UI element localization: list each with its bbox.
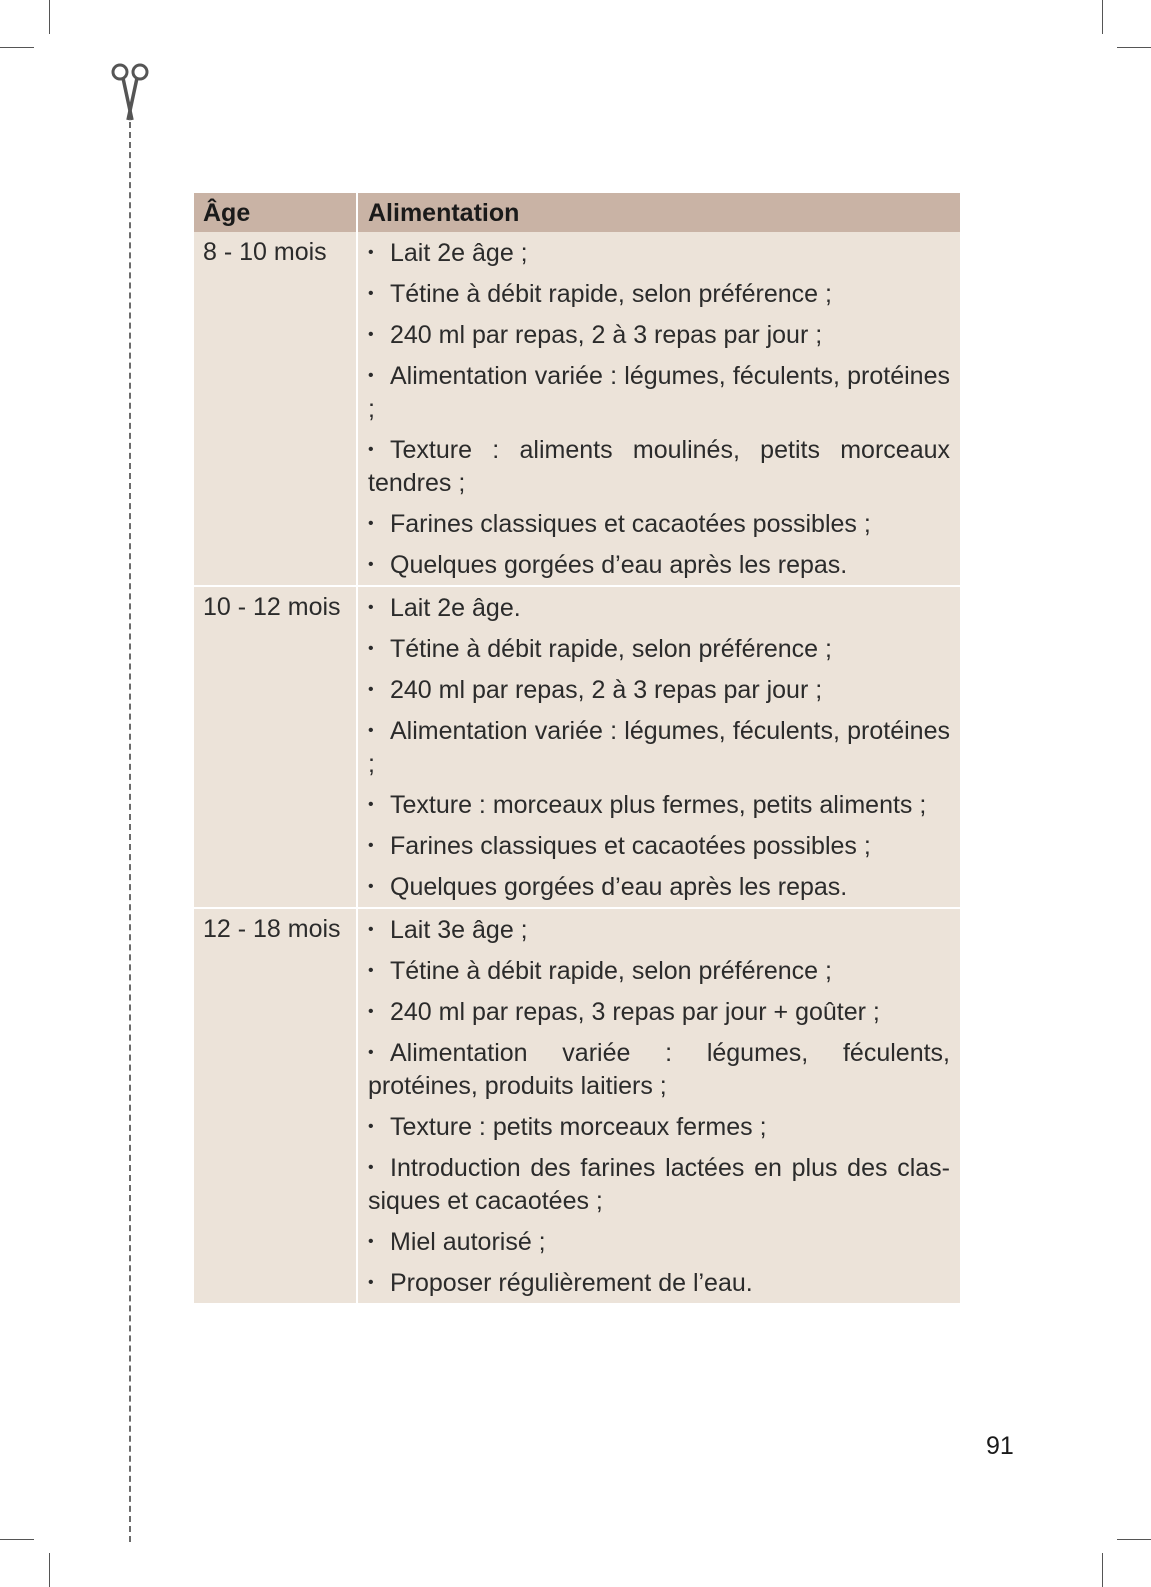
bullet-icon: • — [368, 1274, 374, 1291]
bullet-icon: • — [368, 681, 374, 698]
list-item — [368, 829, 950, 863]
bullet-icon: • — [368, 837, 374, 854]
bullet-icon: • — [368, 921, 374, 938]
age-cell: 10 - 12 mois — [194, 587, 358, 907]
bullet-icon: • — [368, 1233, 374, 1250]
list-item — [368, 788, 950, 822]
list-item-text: 240 ml par repas, 2 à 3 repas par jour ; — [390, 321, 823, 349]
list-item — [368, 236, 950, 270]
header-age: Âge — [194, 193, 358, 232]
crop-mark — [1102, 0, 1103, 34]
bullet-icon: • — [368, 441, 374, 458]
list-item-text: 240 ml par repas, 3 repas par jour + goûter ; — [390, 998, 880, 1026]
list-item-text: Alimentation variée : légumes, féculents, protéines ; — [368, 717, 950, 778]
bullet-icon: • — [368, 556, 374, 573]
list-item-text: Tétine à débit rapide, selon préférence ; — [390, 280, 832, 308]
bullet-icon: • — [368, 722, 374, 739]
bullet-icon: • — [368, 796, 374, 813]
bullet-icon: • — [368, 515, 374, 532]
list-item-text: Texture : aliments moulinés, petits morceaux tendres ; — [368, 436, 950, 497]
crop-mark — [1102, 1553, 1103, 1587]
list-item-text: Miel autorisé ; — [390, 1228, 546, 1256]
food-cell — [358, 909, 960, 1303]
bullet-icon: • — [368, 244, 374, 261]
crop-mark — [1117, 1539, 1151, 1540]
header-food: Alimentation — [358, 193, 960, 232]
list-item-text: Quelques gorgées d’eau après les repas. — [390, 873, 848, 901]
list-item — [368, 632, 950, 666]
list-item — [368, 913, 950, 947]
age-cell: 8 - 10 mois — [194, 232, 358, 585]
table-header-row — [194, 193, 960, 232]
list-item — [368, 1266, 950, 1300]
list-item — [368, 359, 950, 426]
table-row — [194, 907, 960, 1303]
crop-mark — [0, 1539, 34, 1540]
crop-mark — [49, 0, 50, 34]
bullet-icon: • — [368, 326, 374, 343]
list-item — [368, 318, 950, 352]
list-item — [368, 1225, 950, 1259]
list-item — [368, 673, 950, 707]
list-item-text: Tétine à débit rapide, selon préférence ; — [390, 957, 832, 985]
list-item — [368, 1151, 950, 1218]
list-item-text: Farines classiques et cacaotées possibles ; — [390, 832, 871, 860]
bullet-icon: • — [368, 1118, 374, 1135]
bullet-icon: • — [368, 1159, 374, 1176]
list-item — [368, 870, 950, 904]
list-item-text: Tétine à débit rapide, selon préférence ; — [390, 635, 832, 663]
bullet-icon: • — [368, 878, 374, 895]
scissors-icon — [110, 62, 150, 122]
list-item-text: Proposer régulièrement de l’eau. — [390, 1269, 753, 1297]
crop-mark — [1117, 47, 1151, 48]
list-item-text: Texture : morceaux plus fermes, petits aliments ; — [390, 791, 927, 819]
list-item-text: Lait 2e âge ; — [390, 239, 528, 267]
crop-mark — [49, 1553, 50, 1587]
list-item-text: Texture : petits morceaux fermes ; — [390, 1113, 767, 1141]
list-item-text: Lait 2e âge. — [390, 594, 521, 622]
list-item-text: Alimentation variée : légumes, féculents, protéines, produits laitiers ; — [368, 1039, 950, 1100]
table-row — [194, 585, 960, 907]
cut-line — [129, 122, 131, 1542]
list-item-text: Farines classiques et cacaotées possibles ; — [390, 510, 871, 538]
crop-mark — [0, 47, 34, 48]
bullet-icon: • — [368, 962, 374, 979]
list-item — [368, 714, 950, 781]
list-item — [368, 507, 950, 541]
list-item — [368, 433, 950, 500]
list-item-text: Quelques gorgées d’eau après les repas. — [390, 551, 848, 579]
feeding-table — [194, 193, 960, 1303]
list-item — [368, 954, 950, 988]
bullet-icon: • — [368, 1003, 374, 1020]
bullet-icon: • — [368, 640, 374, 657]
list-item-text: Lait 3e âge ; — [390, 916, 528, 944]
list-item-text: 240 ml par repas, 2 à 3 repas par jour ; — [390, 676, 823, 704]
age-cell: 12 - 18 mois — [194, 909, 358, 1303]
bullet-icon: • — [368, 1044, 374, 1061]
table-row — [194, 232, 960, 585]
bullet-icon: • — [368, 599, 374, 616]
list-item — [368, 548, 950, 582]
food-cell — [358, 232, 960, 585]
food-cell — [358, 587, 960, 907]
list-item — [368, 995, 950, 1029]
list-item — [368, 1110, 950, 1144]
page-number: 91 — [986, 1432, 1014, 1460]
list-item — [368, 277, 950, 311]
list-item — [368, 591, 950, 625]
bullet-icon: • — [368, 367, 374, 384]
bullet-icon: • — [368, 285, 374, 302]
list-item — [368, 1036, 950, 1103]
list-item-text: Introduction des farines lactées en plus des clas-siques et cacaotées ; — [368, 1154, 950, 1215]
list-item-text: Alimentation variée : légumes, féculents, protéines ; — [368, 362, 950, 423]
